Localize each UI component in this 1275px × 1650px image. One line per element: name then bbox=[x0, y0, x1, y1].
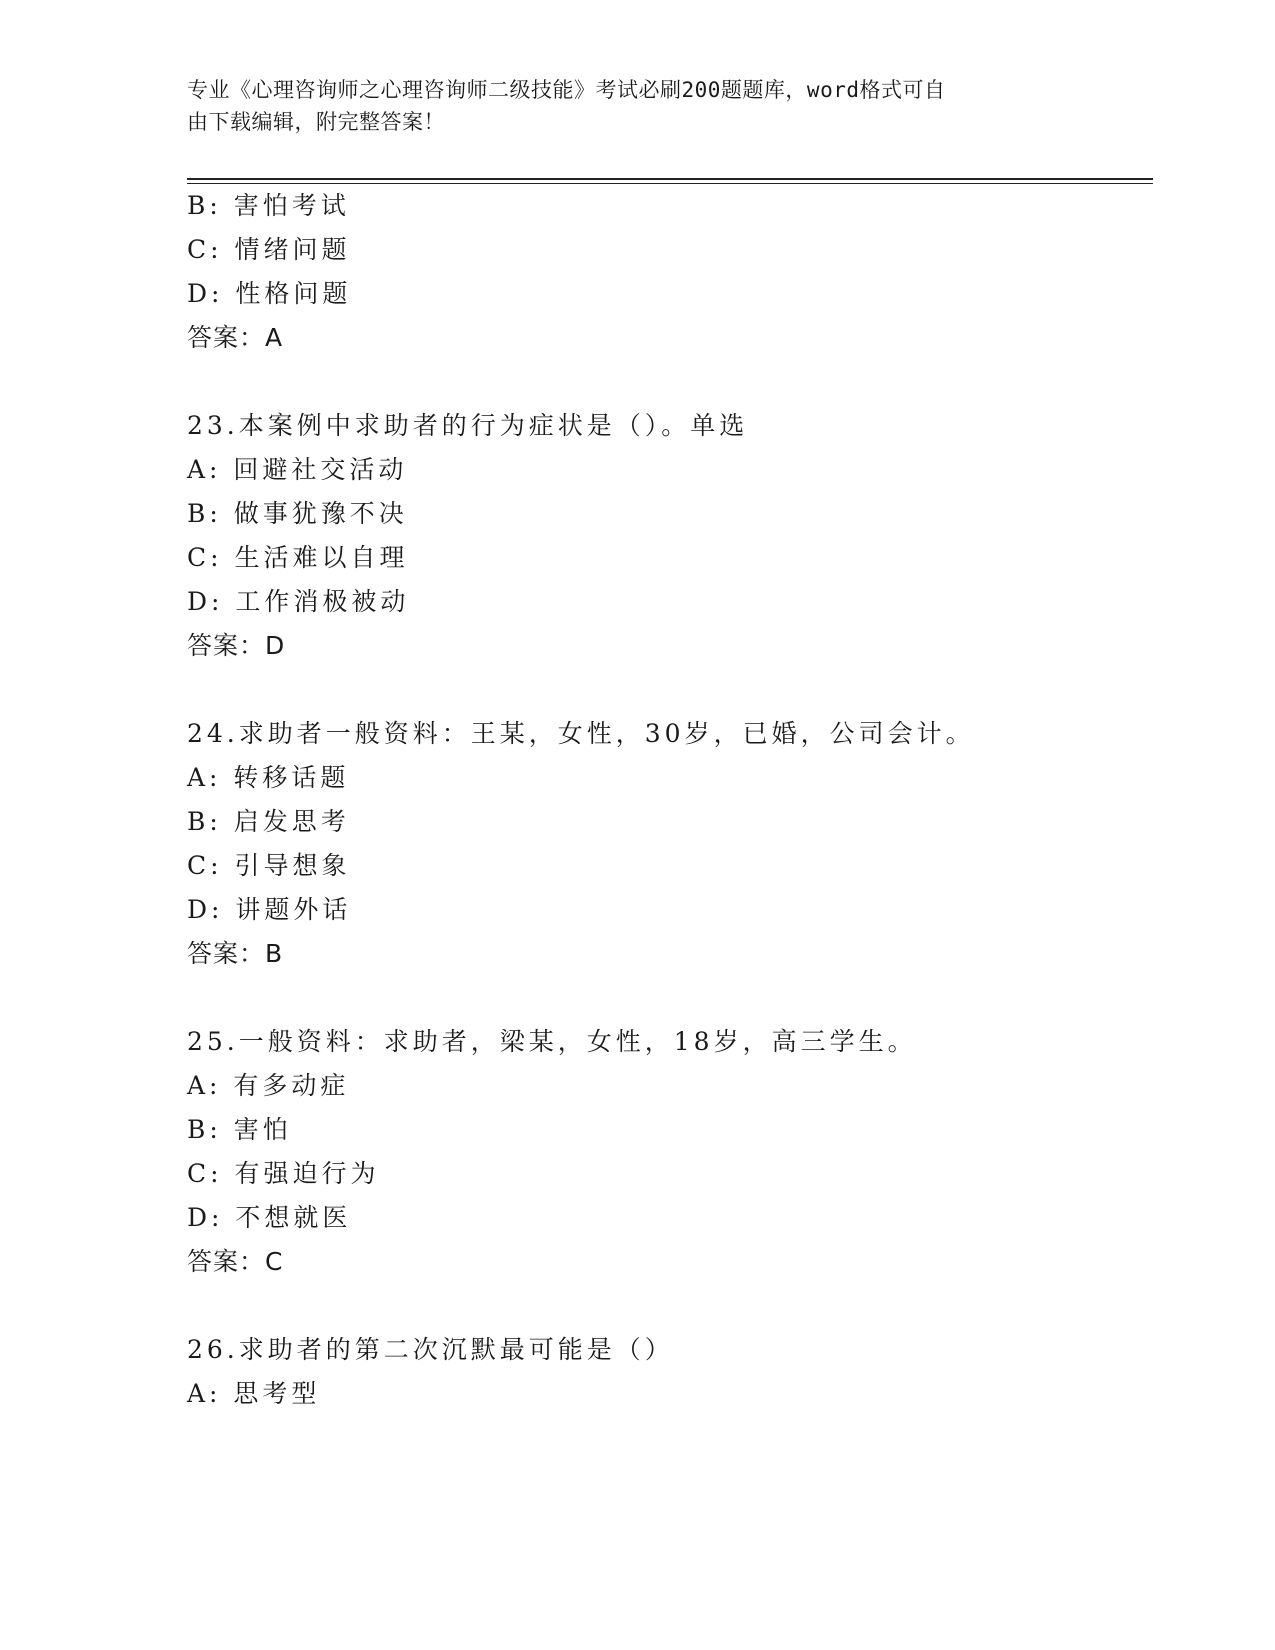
header-divider-thin bbox=[187, 183, 1153, 184]
question-stem: 23.本案例中求助者的行为症状是（）。单选 bbox=[187, 411, 749, 440]
option-line: B: 做事犹豫不决 bbox=[187, 499, 408, 528]
header-line-1: 专业《心理咨询师之心理咨询师二级技能》考试必刷200题题库，word格式可自 bbox=[187, 78, 946, 102]
question-stem: 25.一般资料：求助者，梁某，女性，18岁，高三学生。 bbox=[187, 1027, 917, 1056]
option-line: C: 引导想象 bbox=[187, 851, 351, 880]
question-stem: 24.求助者一般资料：王某，女性，30岁，已婚，公司会计。 bbox=[187, 719, 975, 748]
option-line: B: 害怕考试 bbox=[187, 191, 350, 220]
option-line: B: 启发思考 bbox=[187, 807, 350, 836]
header-line-2: 由下载编辑，附完整答案！ bbox=[187, 110, 445, 134]
option-line: B: 害怕 bbox=[187, 1115, 292, 1144]
document-header bbox=[187, 74, 1067, 138]
answer-line: 答案：B bbox=[187, 939, 284, 968]
option-line: C: 生活难以自理 bbox=[187, 543, 409, 572]
option-line: A: 有多动症 bbox=[187, 1071, 350, 1100]
answer-line: 答案：C bbox=[187, 1247, 284, 1276]
answer-line: 答案：D bbox=[187, 631, 286, 660]
option-line: A: 回避社交活动 bbox=[187, 455, 408, 484]
option-line: A: 思考型 bbox=[187, 1379, 321, 1408]
option-line: D: 性格问题 bbox=[187, 279, 352, 308]
option-line: D: 讲题外话 bbox=[187, 895, 352, 924]
option-line: C: 情绪问题 bbox=[187, 235, 351, 264]
option-line: D: 不想就医 bbox=[187, 1203, 352, 1232]
header-divider bbox=[187, 178, 1153, 180]
question-stem: 26.求助者的第二次沉默最可能是（） bbox=[187, 1335, 674, 1364]
answer-line: 答案：A bbox=[187, 323, 284, 352]
option-line: D: 工作消极被动 bbox=[187, 587, 410, 616]
option-line: C: 有强迫行为 bbox=[187, 1159, 380, 1188]
option-line: A: 转移话题 bbox=[187, 763, 350, 792]
